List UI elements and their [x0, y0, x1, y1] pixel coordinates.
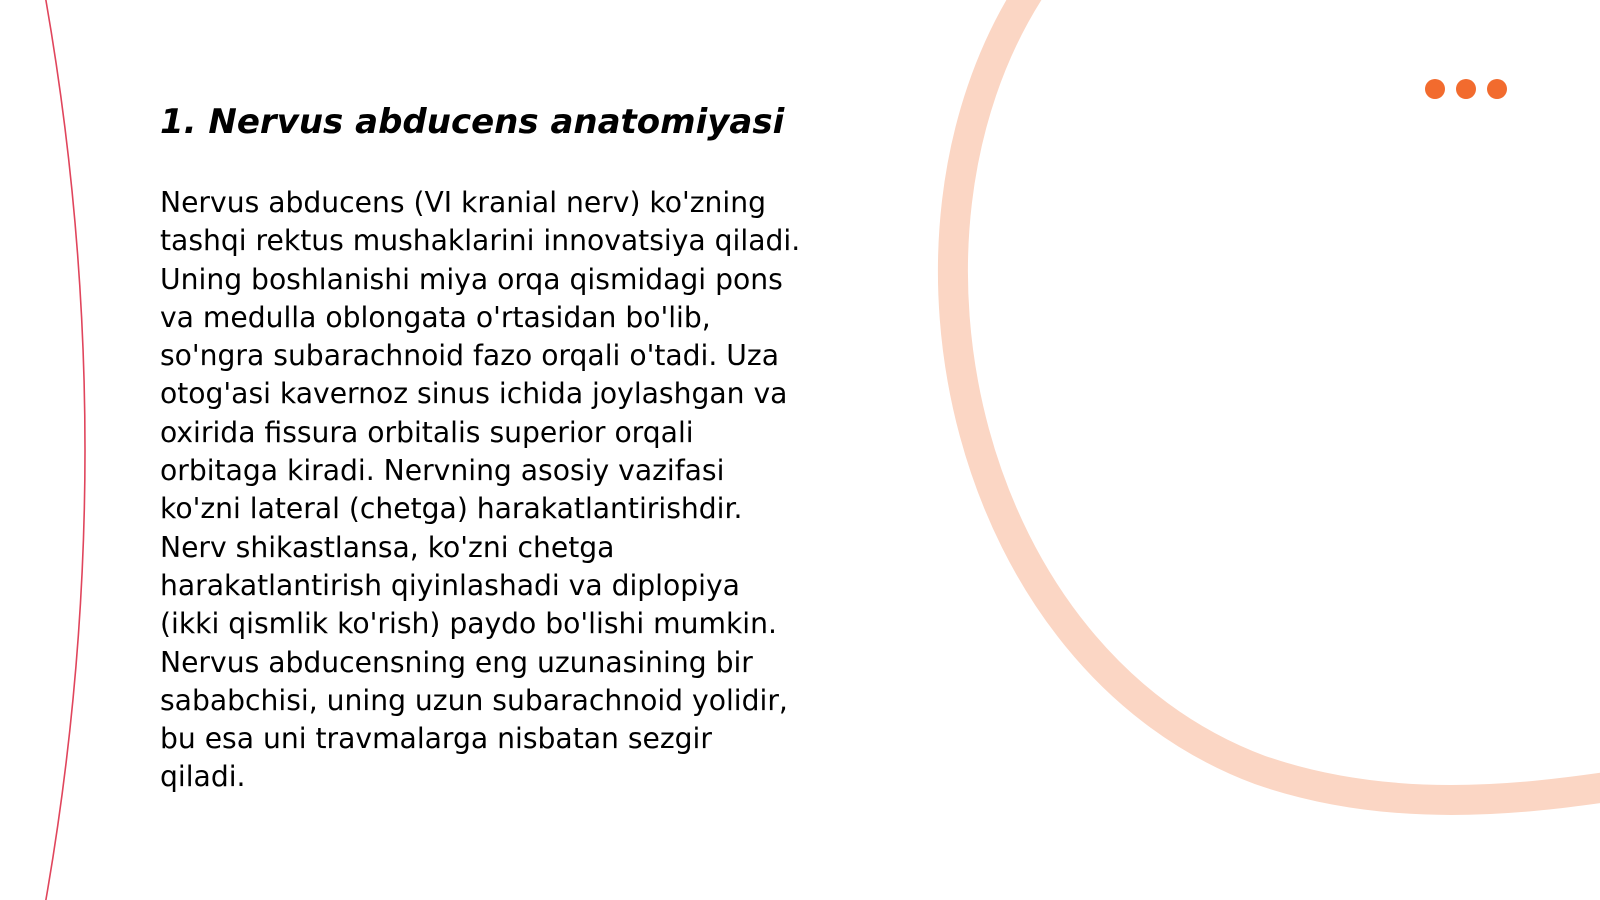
slide-title: 1. Nervus abducens anatomiyasi: [160, 102, 785, 142]
left-red-arc-line: [45, 0, 85, 900]
dot: [1425, 79, 1445, 99]
dots-indicator: [1425, 79, 1507, 99]
dot: [1487, 79, 1507, 99]
dot: [1456, 79, 1476, 99]
peach-ring-arc: [953, 0, 1600, 800]
slide-body-text: Nervus abducens (VI kranial nerv) ko'zning tashqi rektus mushaklarini innovatsiya qiladi. Uning boshlanishi miya orqa qismidagi pons va medulla oblongata o'rtasidan bo'lib, so'ngra subarachnoid fazo orqali o'tadi. Uza otog'asi kavernoz sinus ichida joylashgan va oxirida fissura orbitalis superior orqali orbitaga kiradi. Nervning asosiy vazifasi ko'zni lateral (chetga) harakatlantirishdir. Nerv shikastlansa, ko'zni chetga harakatlantirish qiyinlashadi va diplopiya (ikki qismlik ko'rish) paydo bo'lishi mumkin. Nervus abducensning eng uzunasining bir sababchisi, uning uzun subarachnoid yolidir, bu esa uni travmalarga nisbatan sezgir qiladi.: [160, 186, 801, 794]
